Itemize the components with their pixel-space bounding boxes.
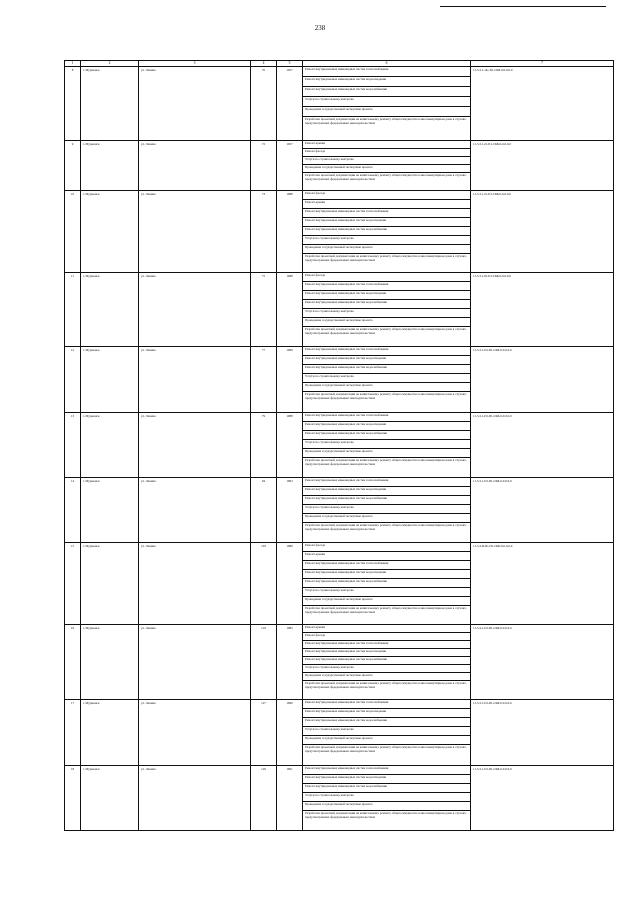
house-number-cell: 79 [251,413,277,478]
work-item: Разработка проектной документации на капитальному ремонту общего имущества в многоквартирном доме в случаях, предусмотренных федеральным законодательством [305,811,467,819]
year-cell: 1957 [277,141,303,191]
work-code-cell: 11-5-4-1-П1-П1-СКБ-0-0-0-0-0 [471,625,614,700]
table-row [65,347,614,413]
work-item: Разработка проектной документации на капитальному ремонту общего имущества в многоквартирном доме в случаях, предусмотренных федеральным законодательством [305,254,467,262]
work-item: Ремонт крыши [303,625,470,633]
works-cell [303,543,471,625]
column-header: 6 [303,61,471,67]
row-number: 8 [65,67,81,141]
works-cell [303,67,471,141]
row-number: 9 [65,141,81,191]
street-cell: ул. Ленина [139,478,251,543]
work-item: Ремонт внутридомовых инженерных систем теплоснабжения [303,347,470,356]
work-item: Ремонт внутридомовых инженерных систем водоотведения [303,487,470,496]
work-item: Услуги по строительному контролю [303,665,470,673]
table-row [65,543,614,625]
work-item: Ремонт внутридомовых инженерных систем водоотведения [303,775,470,784]
house-number-cell: 127 [251,700,277,766]
work-item: Услуги по строительному контролю [303,793,470,802]
work-item: Разработка проектной документации на капитальному ремонту общего имущества в многоквартирном доме в случаях, предусмотренных федеральным законодательством [305,523,467,531]
table-row [65,700,614,766]
works-cell [303,413,471,478]
work-item: Ремонт фасада [303,633,470,641]
year-cell: 1989 [277,347,303,413]
column-header: 5 [277,61,303,67]
house-number-cell: 70 [251,67,277,141]
work-code-cell: 11-5-3-1-П1-П1-СКБ-0-0-0-0-0 [471,413,614,478]
row-number: 12 [65,347,81,413]
work-code-cell: 11-5-3-1-П1-П1-СКБ-0-0-0-0-0 [471,478,614,543]
work-item: Проведение государственной экспертизы проекта [303,107,470,117]
work-item: Проведение государственной экспертизы проекта [303,449,470,458]
house-number-cell: 94 [251,478,277,543]
work-item: Услуги по строительному контролю [303,588,470,597]
work-item: Ремонт внутридомовых инженерных систем водоотведения [303,77,470,87]
city-cell: г. Мурманск [81,191,139,273]
work-item: Разработка проектной документации на капитальному ремонту общего имущества в многоквартирном доме в случаях, предусмотренных федеральным законодательством [305,681,467,689]
work-item: Проведение государственной экспертизы проекта [303,318,470,327]
work-item: Ремонт внутридомовых инженерных систем водоснабжения [303,784,470,793]
works-cell [303,700,471,766]
work-item: Ремонт внутридомовых инженерных систем водоснабжения [303,87,470,97]
table-row [65,273,614,347]
work-item: Ремонт внутридомовых инженерных систем теплоснабжения [303,561,470,570]
city-cell: г. Мурманск [81,700,139,766]
work-code-cell: 11-5-3-1-21-П1-СКБ-0-0-0-0-0 [471,141,614,191]
work-item: Проведение государственной экспертизы проекта [303,245,470,254]
year-cell: 1991 [277,766,303,831]
column-header: 4 [251,61,277,67]
work-item: Ремонт фасада [303,273,470,282]
column-header: 2 [81,61,139,67]
row-number: 10 [65,191,81,273]
works-cell [303,141,471,191]
work-item: Ремонт внутридомовых инженерных систем теплоснабжения [303,282,470,291]
work-item: Ремонт внутридомовых инженерных систем теплоснабжения [303,478,470,487]
table-row [65,625,614,700]
table-row [65,141,614,191]
work-code-cell: 11-5-3-1-141-П1-СКБ-0-0-0-0-0 [471,67,614,141]
work-item: Ремонт внутридомовых инженерных систем водоотведения [303,291,470,300]
repair-register-table [64,60,614,831]
work-item: Ремонт внутридомовых инженерных систем водоотведения [303,570,470,579]
work-item: Ремонт внутридомовых инженерных систем водоснабжения [303,365,470,374]
works-cell [303,191,471,273]
row-number: 17 [65,700,81,766]
work-item: Ремонт внутридомовых инженерных систем водоснабжения [303,718,470,727]
work-item: Проведение государственной экспертизы проекта [303,802,470,811]
work-item: Ремонт внутридомовых инженерных систем теплоснабжения [303,67,470,77]
city-cell: г. Мурманск [81,347,139,413]
work-item: Разработка проектной документации на капитальному ремонту общего имущества в многоквартирном доме в случаях, предусмотренных федеральным законодательством [305,745,467,753]
work-item: Ремонт внутридомовых инженерных систем водоснабжения [303,300,470,309]
work-item: Ремонт внутридомовых инженерных систем водоснабжения [303,657,470,665]
work-item: Разработка проектной документации на капитальному ремонту общего имущества в многоквартирном доме в случаях, предусмотренных федеральным законодательством [305,327,467,335]
work-item: Ремонт внутридомовых инженерных систем водоотведения [303,356,470,365]
work-item: Услуги по строительному контролю [303,309,470,318]
page-number: 238 [314,24,326,32]
work-item: Ремонт внутридомовых инженерных систем теплоснабжения [303,641,470,649]
works-cell [303,347,471,413]
work-item: Ремонт крыши [303,141,470,149]
work-item: Ремонт внутридомовых инженерных систем водоотведения [303,649,470,657]
row-number: 11 [65,273,81,347]
work-item: Услуги по строительному контролю [303,727,470,736]
work-item: Услуги по строительному контролю [303,236,470,245]
work-item: Ремонт внутридомовых инженерных систем теплоснабжения [303,209,470,218]
works-cell [303,625,471,700]
row-number: 18 [65,766,81,831]
house-number-cell: 129 [251,766,277,831]
work-item: Услуги по строительному контролю [303,97,470,107]
row-number: 16 [65,625,81,700]
year-cell: 1988 [277,273,303,347]
work-code-cell: 11-5-3-1-П1-П1-СКБ-0-0-0-0-0 [471,347,614,413]
row-number: 15 [65,543,81,625]
house-number-cell: 72 [251,141,277,191]
work-item: Ремонт фасада [303,191,470,200]
table-row [65,191,614,273]
year-cell: 1988 [277,191,303,273]
work-code-cell: 11-5-4-П-П1-П1-СКБ-0-0-0-0-0 [471,543,614,625]
work-item: Услуги по строительному контролю [303,157,470,165]
city-cell: г. Мурманск [81,478,139,543]
work-item: Проведение государственной экспертизы проекта [303,597,470,606]
work-item: Проведение государственной экспертизы проекта [303,673,470,681]
house-number-cell: 73 [251,191,277,273]
house-number-cell: 75 [251,273,277,347]
work-item: Разработка проектной документации на капитальному ремонту общего имущества в многоквартирном доме в случаях, предусмотренных федеральным законодательством [305,392,467,400]
work-item: Ремонт внутридомовых инженерных систем водоотведения [303,422,470,431]
street-cell: ул. Ленина [139,141,251,191]
work-item: Ремонт фасада [303,543,470,552]
table-row [65,413,614,478]
work-item: Проведение государственной экспертизы проекта [303,514,470,523]
house-number-cell: 77 [251,347,277,413]
column-header: 7 [471,61,614,67]
street-cell: ул. Ленина [139,543,251,625]
column-header: 3 [139,61,251,67]
house-number-cell: 119 [251,625,277,700]
street-cell: ул. Ленина [139,347,251,413]
work-code-cell: 11-5-3-1-81-П1-СКБ-0-0-0-0-0 [471,273,614,347]
work-item: Услуги по строительному контролю [303,440,470,449]
work-item: Ремонт фасада [303,149,470,157]
year-cell: 1992 [277,478,303,543]
work-code-cell: 11-5-3-1-21-П1-СКБ-0-0-0-0-0 [471,191,614,273]
street-cell: ул. Ленина [139,700,251,766]
work-item: Ремонт внутридомовых инженерных систем водоснабжения [303,227,470,236]
work-item: Ремонт внутридомовых инженерных систем водоотведения [303,218,470,227]
year-cell: 1988 [277,413,303,478]
work-item: Ремонт внутридомовых инженерных систем водоотведения [303,709,470,718]
table-row [65,478,614,543]
work-item: Разработка проектной документации на капитальному ремонту общего имущества в многоквартирном доме в случаях, предусмотренных федеральным законодательством [305,173,467,181]
work-item: Проведение государственной экспертизы проекта [303,165,470,173]
street-cell: ул. Ленина [139,625,251,700]
table-row [65,67,614,141]
works-cell [303,273,471,347]
year-cell: 1957 [277,67,303,141]
work-item: Ремонт крыши [303,552,470,561]
work-item: Разработка проектной документации на капитальному ремонту общего имущества в многоквартирном доме в случаях, предусмотренных федеральным законодательством [305,117,467,125]
work-item: Ремонт внутридомовых инженерных систем водоснабжения [303,431,470,440]
city-cell: г. Мурманск [81,67,139,141]
work-item: Ремонт внутридомовых инженерных систем теплоснабжения [303,413,470,422]
city-cell: г. Мурманск [81,141,139,191]
street-cell: ул. Ленина [139,766,251,831]
city-cell: г. Мурманск [81,273,139,347]
work-code-cell: 11-5-3-1-П1-П1-СКБ-0-0-0-0-0 [471,700,614,766]
work-item: Проведение государственной экспертизы проекта [303,383,470,392]
year-cell: 1985 [277,625,303,700]
work-item: Разработка проектной документации на капитальному ремонту общего имущества в многоквартирном доме в случаях, предусмотренных федеральным законодательством [305,458,467,466]
city-cell: г. Мурманск [81,413,139,478]
street-cell: ул. Ленина [139,413,251,478]
work-item: Ремонт крыши [303,200,470,209]
work-code-cell: 11-5-3-1-П1-П1-СКБ-0-0-0-0-0 [471,766,614,831]
city-cell: г. Мурманск [81,625,139,700]
table-row [65,766,614,831]
work-item: Ремонт внутридомовых инженерных систем водоснабжения [303,496,470,505]
header-rule [440,6,606,7]
work-item: Услуги по строительному контролю [303,505,470,514]
house-number-cell: 103 [251,543,277,625]
year-cell: 1989 [277,543,303,625]
street-cell: ул. Ленина [139,191,251,273]
street-cell: ул. Ленина [139,273,251,347]
work-item: Ремонт внутридомовых инженерных систем водоснабжения [303,579,470,588]
street-cell: ул. Ленина [139,67,251,141]
work-item: Ремонт внутридомовых инженерных систем теплоснабжения [303,700,470,709]
row-number: 13 [65,413,81,478]
city-cell: г. Мурманск [81,766,139,831]
year-cell: 1990 [277,700,303,766]
city-cell: г. Мурманск [81,543,139,625]
work-item: Разработка проектной документации на капитальному ремонту общего имущества в многоквартирном доме в случаях, предусмотренных федеральным законодательством [305,606,467,614]
row-number: 14 [65,478,81,543]
work-item: Ремонт внутридомовых инженерных систем теплоснабжения [303,766,470,775]
work-item: Услуги по строительному контролю [303,374,470,383]
works-cell [303,766,471,831]
column-header: 1 [65,61,81,67]
work-item: Проведение государственной экспертизы проекта [303,736,470,745]
works-cell [303,478,471,543]
